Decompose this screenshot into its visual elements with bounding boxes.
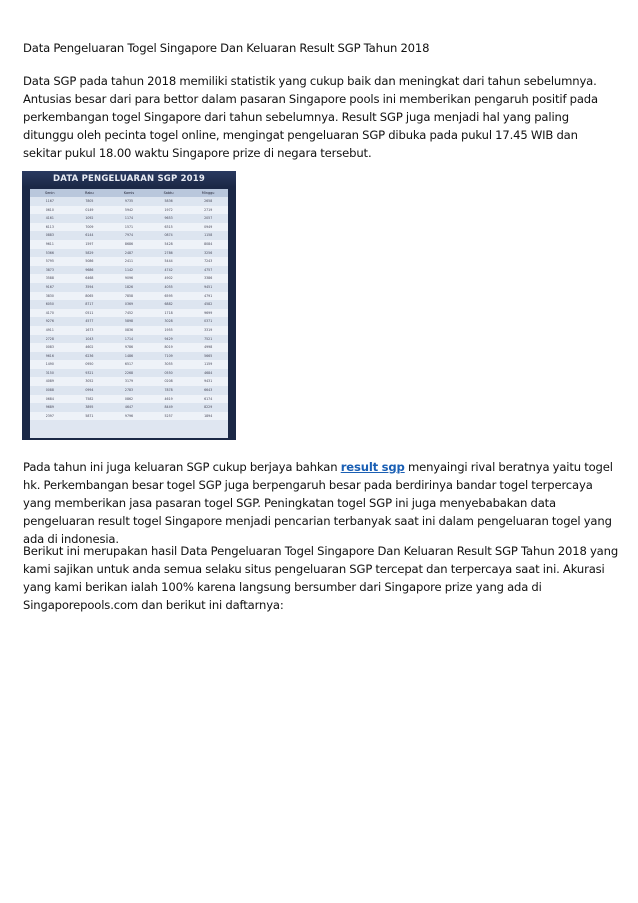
figure-table-cell: 3895 (85, 405, 94, 410)
figure-table-cell: 9689 (45, 405, 54, 410)
figure-table-cell: 9167 (45, 284, 54, 289)
figure-table-cell: 1955 (164, 327, 173, 332)
figure-table-cell: 5898 (124, 319, 134, 324)
figure-table-cell: 1043 (85, 336, 94, 341)
paragraph-result-before: Pada tahun ini juga keluaran SGP cukup berjaya bahkan (23, 460, 341, 474)
figure-table-cell: 4055 (164, 284, 173, 289)
figure-table-row (30, 317, 228, 326)
figure-table-cell: 8084 (204, 241, 213, 246)
figure-table-cell: 1174 (124, 216, 134, 221)
figure-table-row (30, 197, 228, 206)
figure-table-cell: 7878 (164, 388, 173, 393)
figure-table-cell: 2728 (45, 336, 54, 341)
figure-table-row (30, 206, 228, 215)
figure-table-cell: 6113 (45, 224, 54, 229)
figure-table-row (30, 283, 228, 292)
figure-table-cell: 1490 (45, 362, 54, 367)
figure-table-cell: 8449 (164, 405, 173, 410)
figure-table-cell: 5829 (85, 250, 94, 255)
figure-table-cell: 4089 (45, 379, 54, 384)
figure-heading: DATA PENGELUARAN SGP 2019 (22, 171, 236, 187)
figure-table-cell: 2268 (124, 370, 134, 375)
figure-table-cell: 8686 (124, 241, 134, 246)
figure-table-cell: 6236 (85, 353, 94, 358)
figure-table-cell: 7974 (124, 233, 134, 238)
figure-table-row (30, 274, 228, 283)
figure-column-header: Rabu (85, 191, 94, 195)
figure-table-cell: 4619 (164, 396, 173, 401)
figure-table-cell: 1142 (124, 267, 134, 272)
figure-table-cell: 0883 (45, 233, 54, 238)
figure-table-header (30, 189, 228, 197)
figure-table-row (30, 223, 228, 232)
figure-table-cell: 2487 (124, 250, 134, 255)
paragraph-intro: Data SGP pada tahun 2018 memiliki statistik yang cukup baik dan meningkat dari tahun sebelumnya. Antusias besar dari para bettor dalam pasaran Singapore pools ini memberikan pengaruh positif pada perkembangan togel Singapore dari tahun sebelumnya. Result SGP juga menjadi hal yang paling ditunggu oleh pecinta togel online, mengingat pengeluaran SGP dibuka pada pukul 17.45 WIB dan sekitar pukul 18.00 waktu Singapore prize di negara tersebut. (23, 74, 598, 160)
figure-table-cell: 5665 (204, 353, 213, 358)
figure-table-cell: 7582 (85, 396, 94, 401)
figure-table-cell: 1673 (85, 327, 94, 332)
figure-table-body (30, 197, 228, 420)
figure-table-cell: 9321 (85, 370, 94, 375)
figure-table-cell: 6315 (164, 224, 173, 229)
figure-table-cell: 0550 (164, 370, 173, 375)
figure-table-row (30, 403, 228, 412)
figure-table-row (30, 231, 228, 240)
figure-table-cell: 2658 (204, 199, 213, 203)
figure-table-cell: 1714 (124, 336, 134, 341)
figure-table-row (30, 335, 228, 344)
figure-table-cell: 2786 (164, 250, 173, 255)
figure-table-cell: 4602 (85, 345, 94, 350)
figure-table-cell: 1718 (164, 310, 173, 315)
figure-table-cell: 9611 (45, 241, 54, 246)
result-sgp-link[interactable]: result sgp (340, 460, 405, 474)
figure-table-cell: 6050 (45, 302, 54, 307)
figure-table-cell: 9429 (164, 336, 173, 341)
figure-table-cell: 1597 (85, 241, 94, 246)
figure-table-row (30, 360, 228, 369)
figure-table-cell: 0862 (124, 396, 134, 401)
figure-table-cell: 1167 (45, 199, 54, 203)
figure-table-cell: 9786 (124, 345, 134, 350)
figure-table-cell: 5795 (45, 259, 54, 264)
figure-table-cell: 0994 (85, 388, 94, 393)
figure-table-cell: 3055 (164, 362, 173, 367)
figure-table-cell: 0874 (164, 233, 173, 238)
figure-table-cell: 9653 (164, 216, 173, 221)
figure-table-cell: 0149 (85, 207, 94, 212)
figure-table-row (30, 343, 228, 352)
figure-table-cell: 9431 (204, 379, 213, 384)
figure-table-cell: 5086 (85, 259, 94, 264)
figure-table-cell: 1972 (164, 207, 173, 212)
figure-table-cell: 3028 (164, 319, 173, 324)
figure-table-cell: 0371 (204, 319, 213, 324)
figure-table-cell: 9699 (204, 310, 213, 315)
figure-table-cell: 2057 (204, 216, 213, 221)
figure-table-cell: 3386 (204, 276, 213, 281)
figure-table-row (30, 386, 228, 395)
figure-table-cell: 0208 (164, 379, 173, 384)
figure-table-cell: 7521 (204, 336, 213, 341)
figure-table-cell: 4902 (164, 276, 173, 281)
figure-table-cell: 1571 (124, 224, 134, 229)
figure-table-row (30, 326, 228, 335)
figure-table-cell: 0088 (45, 388, 54, 393)
figure-table-cell: 4911 (45, 327, 54, 332)
figure-table-cell: 1486 (124, 353, 134, 358)
figure-table-cell: 9451 (204, 284, 213, 289)
figure-table-cell: 0083 (45, 345, 54, 350)
figure-table-cell: 0610 (45, 207, 54, 212)
figure-table-cell: 0950 (85, 362, 94, 367)
figure-table-cell: 5836 (164, 199, 173, 203)
figure-table-cell: 3256 (204, 250, 213, 255)
figure-table-cell: 4170 (45, 310, 54, 315)
figure-column-header: Minggu (201, 191, 215, 195)
figure-table-cell: 2783 (124, 388, 134, 393)
figure-table-row (30, 309, 228, 318)
figure-table-row (30, 369, 228, 378)
figure-table-row (30, 377, 228, 386)
figure-table-cell: 6595 (164, 293, 173, 298)
figure-table-cell: 5871 (85, 413, 94, 418)
figure-table-cell: 2411 (124, 259, 134, 264)
figure-table-cell: 1894 (204, 413, 213, 418)
paragraph-result (23, 458, 619, 548)
figure-table-cell: 7805 (85, 199, 94, 203)
figure-table-cell: 4161 (45, 216, 54, 221)
figure-table-cell: 2397 (45, 413, 54, 418)
figure-table-cell: 9276 (45, 319, 54, 324)
figure-table-cell: 8229 (204, 405, 213, 410)
figure-table-cell: 4582 (204, 302, 213, 307)
figure-table-cell: 0836 (124, 327, 134, 332)
figure-table-cell: 3179 (124, 379, 134, 384)
figure-table-cell: 0369 (124, 302, 134, 307)
figure-table-cell: 7452 (124, 310, 134, 315)
figure-table-cell: 7243 (204, 259, 213, 264)
figure-table-cell: 6174 (204, 396, 213, 401)
figure-table-cell: 6882 (164, 302, 173, 307)
figure-table-cell: 7009 (85, 224, 94, 229)
paragraph-list-intro: Berikut ini merupakan hasil Data Pengeluaran Togel Singapore Dan Keluaran Result SGP Tahun 2018 yang kami sajikan untuk anda semua selaku situs pengeluaran SGP tercepat dan terpercaya saat ini. Akurasi yang kami berikan ialah 100% karena langsung bersumber dari Singapore prize yang ada di Singaporepools.com dan berikut ini daftarnya: (23, 544, 619, 612)
figure-table-cell: 7109 (164, 353, 173, 358)
figure-table-cell: 3594 (85, 284, 94, 289)
figure-table-cell: 9735 (124, 199, 134, 203)
figure-table-cell: 3588 (45, 276, 54, 281)
figure-column-header: Senin (45, 191, 55, 195)
figure-table-cell: 8065 (85, 293, 94, 298)
figure-table-cell: 4791 (204, 293, 213, 298)
figure-table-cell: 7858 (124, 293, 134, 298)
figure-table-cell: 9096 (124, 276, 134, 281)
figure-table-cell: 9686 (85, 267, 94, 272)
figure-table-cell: 6144 (85, 233, 94, 238)
figure-table-cell: 3319 (204, 327, 213, 332)
figure-table-cell: 5444 (164, 259, 173, 264)
sgp-data-image (22, 171, 236, 440)
figure-table-cell: 1158 (204, 233, 213, 238)
figure-table-cell: 9616 (45, 353, 54, 358)
figure-table-cell: 0511 (85, 310, 94, 315)
figure-table-cell: 8717 (85, 302, 94, 307)
figure-table-cell: 0684 (45, 396, 54, 401)
figure-table-row (30, 240, 228, 249)
figure-table (30, 189, 228, 438)
figure-table-cell: 1826 (124, 284, 134, 289)
figure-table-cell: 4647 (124, 405, 134, 410)
figure-table-row (30, 292, 228, 301)
figure-table-cell: 4757 (204, 267, 213, 272)
figure-table-cell: 3150 (45, 370, 54, 375)
figure-table-cell: 3052 (85, 379, 94, 384)
figure-table-cell: 5257 (164, 413, 173, 418)
figure-table-cell: 6517 (124, 362, 134, 367)
figure-table-cell: 5366 (45, 250, 54, 255)
figure-table-row (30, 257, 228, 266)
document-title: Data Pengeluaran Togel Singapore Dan Keluaran Result SGP Tahun 2018 (23, 41, 430, 55)
figure-table-cell: 4742 (164, 267, 173, 272)
figure-table-row (30, 249, 228, 258)
figure-table-cell: 1159 (204, 362, 213, 367)
figure-table-cell: 5942 (124, 207, 134, 212)
figure-table-cell: 1092 (85, 216, 94, 221)
figure-table-cell: 6468 (85, 276, 94, 281)
figure-table-row (30, 412, 228, 421)
figure-table-cell: 9796 (124, 413, 134, 418)
figure-table-row (30, 266, 228, 275)
figure-column-header: Sabtu (163, 191, 174, 195)
figure-table-cell: 3830 (45, 293, 54, 298)
figure-table-row (30, 214, 228, 223)
figure-table-cell: 3873 (45, 267, 54, 272)
figure-table-row (30, 352, 228, 361)
paragraph-result-after: menyaingi rival beratnya yaitu togel hk. Perkembangan besar togel SGP juga berpengaruh besar pada berdirinya bandar togel terpercaya yang memberikan jasa pasaran togel SGP. Peningkatan togel SGP ini juga menyebabakan data pengeluaran result togel Singapore menjadi pencarian terbanyak saat ini dalam pengeluaran togel yang ada di indonesia. (23, 460, 613, 546)
figure-table-cell: 2719 (204, 207, 213, 212)
figure-table-row (30, 395, 228, 404)
figure-table-cell: 4998 (204, 345, 213, 350)
figure-column-header: Kamis (123, 191, 135, 195)
figure-table-row (30, 300, 228, 309)
figure-table-cell: 5428 (164, 241, 173, 246)
figure-table-cell: 4577 (85, 319, 94, 324)
figure-table-cell: 0949 (204, 224, 213, 229)
figure-table-cell: 8019 (164, 345, 173, 350)
figure-table-cell: 6643 (204, 388, 213, 393)
figure-table-cell: 4684 (204, 370, 213, 375)
